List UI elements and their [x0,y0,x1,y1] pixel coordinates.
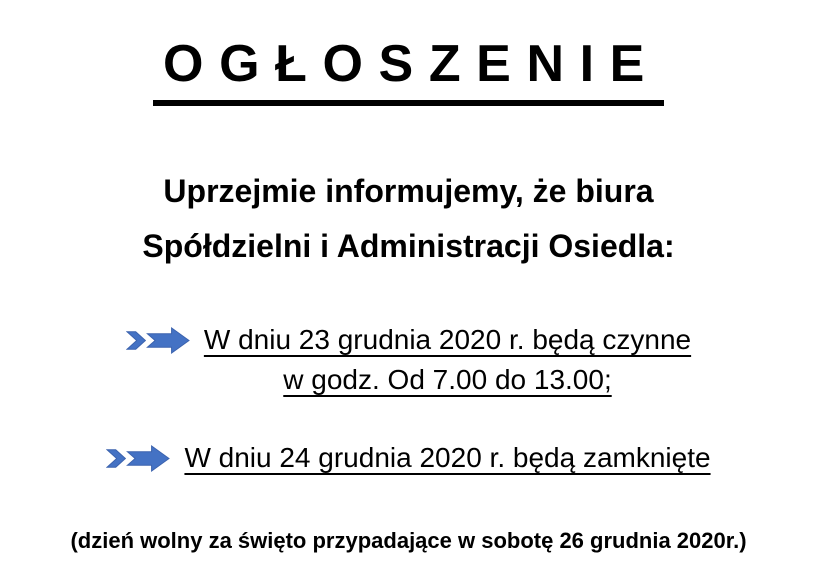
title-block [0,36,817,106]
bullet-item-open-hours [0,320,817,400]
bullet-text [184,438,710,478]
bullet-1-line-1: W dniu 23 grudnia 2020 r. będą czynne [203,324,692,356]
bullet-item-closed-day [0,438,817,478]
footer-note: (dzień wolny za święto przypadające w sobotę 26 grudnia 2020r.) [70,528,747,554]
right-arrow-icon [126,325,190,356]
page-title: OGŁOSZENIE [153,36,664,106]
right-arrow-icon [106,443,170,474]
bullet-text [204,320,691,400]
bullet-1-line-2: w godz. Od 7.00 do 13.00; [283,364,612,396]
intro-paragraph [0,164,817,274]
bullet-2-line-1: W dniu 24 grudnia 2020 r. będą zamknięte [184,442,711,474]
intro-line-2: Spółdzielni i Administracji Osiedla: [142,228,675,265]
intro-line-1: Uprzejmie informujemy, że biura [163,173,654,210]
